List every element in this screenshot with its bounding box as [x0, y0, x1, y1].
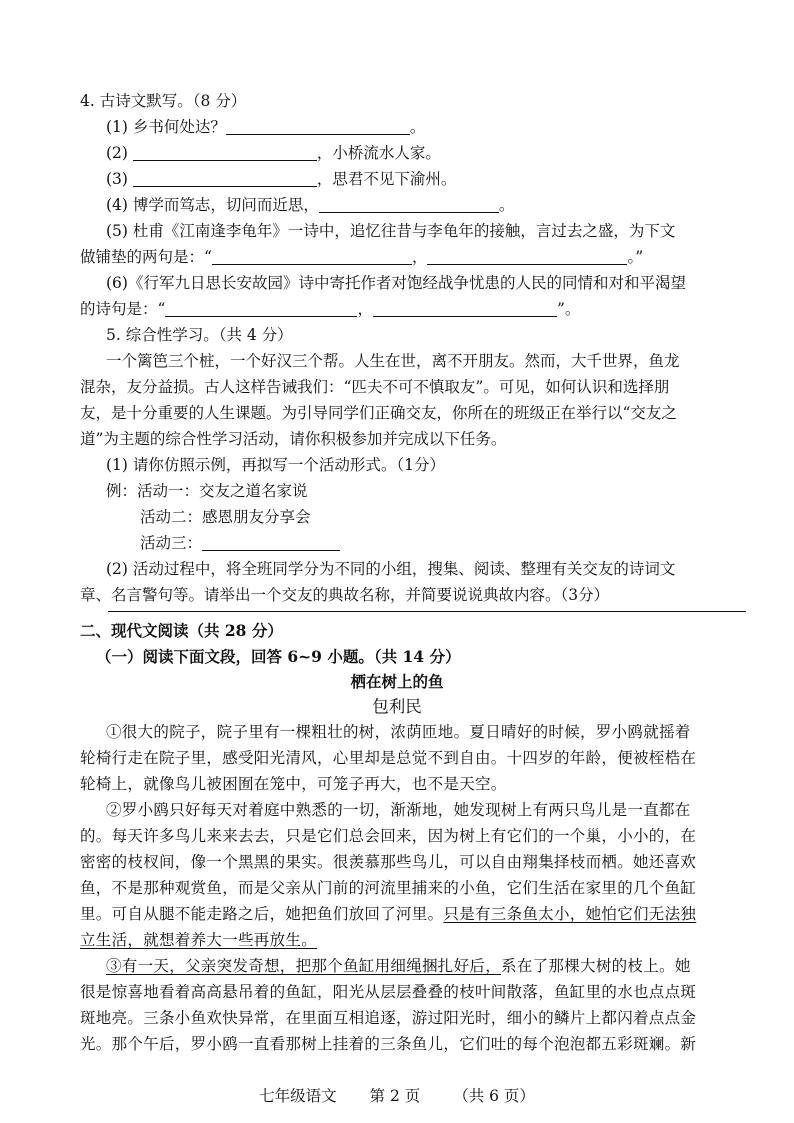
q4-item-2-blank[interactable]	[133, 144, 317, 161]
q4-item-5-prompt-2: 做铺垫的两句是：“	[80, 248, 212, 266]
q5-example-2	[140, 506, 740, 528]
story-title: 栖在树上的鱼	[350, 672, 444, 691]
q5-task-2-line-1	[106, 558, 746, 580]
q4-item-5-line-2	[80, 246, 746, 268]
story-text: 轮椅行走在院子里，感受阳光清风，心里却是总觉不到自由。十四岁的年龄，便被桎梏在	[80, 749, 697, 767]
q5-para-text-3: 友，是十分重要的人生课题。为引导同学们正确交友，你所在的班级正在举行以“交友之	[80, 404, 677, 422]
story-text: ②罗小鸥只好每天对着庭中熟悉的一切，渐渐地，她发现树上有两只鸟儿是一直都在	[106, 801, 691, 819]
story-line	[80, 929, 746, 951]
underlined-sentence: 立生活，就想着养大一些再放生。	[80, 931, 318, 949]
story-line	[106, 721, 746, 743]
q4-item-6-comma: ，	[357, 300, 373, 318]
section-2-subheading	[96, 646, 762, 668]
q5-para-text-2: 混杂，友分益损。古人这样告诫我们：“匹夫不可不慎取友”。可见，如何认识和选择朋	[80, 378, 670, 396]
q5-example-1-text: 例：活动一：交友之道名家说	[106, 482, 308, 500]
story-line	[80, 903, 746, 925]
q5-para-line-1	[106, 350, 746, 372]
q5-heading-text: 5. 综合性学习。（共 4 分）	[106, 326, 293, 344]
story-text: 轮椅上，就像鸟儿被困囿在笼中，可笼子再大，也不是天空。	[80, 775, 507, 793]
section-2-heading	[80, 620, 746, 642]
underlined-sentence: ③有一天，父亲突发奇想，把那个鱼缸用细绳捆扎好后，	[106, 957, 502, 975]
story-line	[80, 851, 746, 873]
q4-item-4-end: 。	[498, 196, 515, 214]
q4-item-4-blank[interactable]	[319, 196, 499, 213]
q4-item-6-line-2	[80, 298, 746, 320]
underlined-sentence: 只是有三条鱼太小，她怕它们无法独	[443, 905, 697, 923]
q4-item-1	[106, 116, 746, 138]
q4-item-5-prompt: (5) 杜甫《江南逢李龟年》一诗中，追忆往昔与李龟年的接触，言过去之盛，为下文	[106, 222, 676, 240]
q5-example-3-text: 活动三：	[140, 534, 203, 552]
story-line	[80, 747, 746, 769]
q4-item-6-blank-2[interactable]	[373, 300, 557, 317]
q4-item-6-blank-1[interactable]	[165, 300, 357, 317]
q5-heading	[106, 324, 746, 346]
q5-task-1-text: (1) 请你仿照示例，再拟写一个活动形式。（1分）	[106, 456, 445, 474]
story-line	[80, 825, 746, 847]
q4-item-5-line-1	[106, 220, 746, 242]
story-line	[106, 799, 746, 821]
q4-item-5-end: 。”	[627, 248, 644, 266]
story-line	[80, 773, 746, 795]
q5-example-3	[140, 532, 740, 554]
story-text: 的。每天许多鸟儿来来去去，只是它们总会回来，因为树上有它们的一个巢，小小的，在	[80, 827, 697, 845]
q4-item-5-comma: ，	[411, 248, 428, 266]
story-text: 光。那个午后，罗小鸥一直看那树上挂着的三条鱼儿，它们吐的每个泡泡都五彩斑斓。新	[80, 1035, 697, 1053]
q4-item-4-prompt: (4) 博学而笃志，切问而近思，	[106, 196, 319, 214]
q4-item-3	[106, 168, 746, 190]
story-line	[106, 955, 746, 977]
story-text: ①很大的院子，院子里有一棵粗壮的树，浓荫匝地。夏日晴好的时候，罗小鸥就摇着	[106, 723, 691, 741]
page-footer	[0, 1085, 794, 1107]
section-2-heading-text: 二、现代文阅读（共 28 分）	[80, 621, 283, 640]
q4-item-3-blank[interactable]	[133, 170, 317, 187]
footer-subject: 七年级语文	[259, 1087, 337, 1105]
q5-para-line-3	[80, 402, 746, 424]
q5-para-line-4	[80, 428, 746, 450]
story-line	[80, 981, 746, 1003]
story-author: 包利民	[372, 697, 422, 716]
q5-para-text-4: 道”为主题的综合性学习活动，请你积极参加并完成以下任务。	[80, 430, 507, 448]
q4-item-3-text: ，思君不见下渝州。	[316, 170, 457, 188]
story-line	[80, 877, 746, 899]
story-text: 密密的枝杈间，像一个黑黑的果实。很羡慕那些鸟儿，可以自由翔集择枝而栖。她还喜欢	[80, 853, 697, 871]
q4-item-6-end: ”。	[556, 300, 581, 318]
q5-para-line-2	[80, 376, 746, 398]
story-line	[80, 1007, 746, 1029]
q4-item-5-blank-2[interactable]	[427, 248, 627, 265]
q5-example-2-text: 活动二：感恩朋友分享会	[140, 508, 311, 526]
q5-task-2-line-2	[80, 584, 746, 606]
story-text: 里。可自从腿不能走路之后，她把鱼们放回了河里。	[80, 905, 444, 923]
q4-item-2	[106, 142, 746, 164]
story-text: 斑地亮。三条小鱼欢快异常，在里面互相追逐，游过阳光时，细小的鳞片上都闪着点点金	[80, 1009, 697, 1027]
q4-heading-text: 4. 古诗文默写。（8 分）	[80, 92, 247, 110]
q5-task-2-text-1: (2) 活动过程中，将全班同学分为不同的小组，搜集、阅读、整理有关交友的诗词文	[106, 560, 676, 578]
section-2-subheading-text: （一）阅读下面文段，回答 6~9 小题。（共 14 分）	[96, 647, 461, 666]
q4-item-2-num: (2)	[106, 144, 133, 162]
q5-para-text-1: 一个篱笆三个桩，一个好汉三个帮。人生在世，离不开朋友。然而，大千世界，鱼龙	[106, 352, 680, 370]
q4-item-1-blank[interactable]	[226, 118, 410, 135]
q5-task-1	[106, 454, 746, 476]
q4-item-6-prompt: (6)《行军九日思长安故园》诗中寄托作者对饱经战争忧患的人民的同情和对和平渴望	[106, 274, 686, 292]
story-text: 鱼，不是那种观赏鱼，而是父亲从门前的河流里捕来的小鱼，它们生活在家里的几个鱼缸	[80, 879, 697, 897]
q4-item-1-end: 。	[409, 118, 426, 136]
q5-activity-3-blank[interactable]	[202, 534, 340, 551]
story-text: 很是惊喜地看着高高悬吊着的鱼缸，阳光从层层叠叠的枝叶间散落，鱼缸里的水也点点斑	[80, 983, 697, 1001]
footer-page-number: 第 2 页	[369, 1087, 421, 1105]
footer-total-pages: （共 6 页）	[453, 1087, 535, 1105]
q4-item-6-line-1	[106, 272, 746, 294]
q5-example-1	[106, 480, 746, 502]
q4-heading	[80, 90, 746, 112]
story-line	[80, 1033, 746, 1055]
answer-line[interactable]	[108, 611, 746, 612]
q4-item-1-prompt: (1) 乡书何处达？	[106, 118, 226, 136]
q4-item-3-num: (3)	[106, 170, 133, 188]
story-text: 系在了那棵大树的枝上。她	[501, 957, 691, 975]
q4-item-6-prompt-2: 的诗句是：“	[80, 300, 166, 318]
q4-item-2-text: ，小桥流水人家。	[316, 144, 441, 162]
q4-item-5-blank-1[interactable]	[212, 248, 412, 265]
q4-item-4	[106, 194, 746, 216]
q5-task-2-text-2: 章、名言警句等。请举出一个交友的典故名称，并简要说说典故内容。（3分）	[80, 586, 610, 604]
